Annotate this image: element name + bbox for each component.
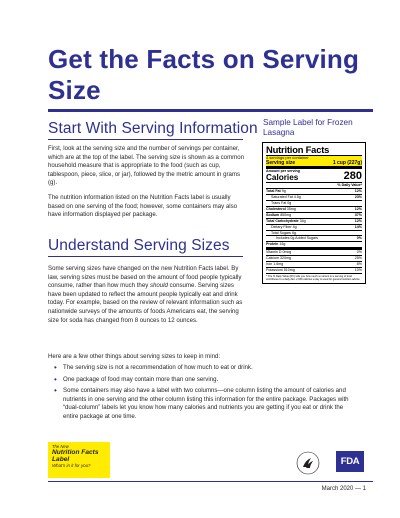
nutrient-name: [266, 213, 291, 218]
nutrient-daily-value: 0%: [356, 236, 362, 241]
nutrient-label: Protein: [266, 242, 279, 247]
nutrient-name: [266, 231, 296, 236]
nutrition-facts-label: [262, 142, 366, 284]
servings-highlight: [266, 156, 362, 166]
footer-divider: [48, 481, 373, 482]
page-footer: March 2020 — 1: [321, 486, 366, 492]
section-heading-serving-information: Start With Serving Information: [48, 120, 258, 137]
mineral-label: Calcium: [266, 256, 279, 261]
section1-body: [48, 145, 248, 226]
nutrient-label: Cholesterol: [266, 206, 286, 211]
section-divider: [48, 139, 243, 140]
nutrient-label: Sodium: [266, 212, 280, 217]
caption-text: Sample Label for Frozen Lasagna: [263, 118, 353, 137]
list-item: • The serving size is not a recommendation of how much to eat or drink.: [54, 364, 354, 373]
nutrient-label: Total Fat: [266, 189, 281, 194]
nutrient-amount: 0g: [287, 201, 292, 205]
fda-logo: FDA: [336, 451, 364, 472]
nutrient-amount: 6g: [291, 230, 296, 235]
mineral-daily-value: 8%: [356, 262, 362, 267]
nutrient-amount: 4g: [292, 224, 297, 229]
nutrient-daily-value: 12%: [354, 206, 362, 211]
logo-line: Nutrition Facts Label: [52, 449, 99, 463]
sample-label-caption: [263, 118, 373, 138]
nutrient-amount: 34g: [299, 218, 306, 223]
text-emphasis: should: [149, 282, 168, 290]
nutrient-name: [266, 189, 286, 194]
section-divider: [48, 256, 243, 257]
mineral-rows: [266, 250, 362, 273]
nutrient-amount: 15g: [279, 242, 286, 247]
paragraph: First, look at the serving size and the number of servings per container, which are at the top of the label. The serving size is shown as a common household measure that is appropriate to the food (such as cup, tablespoon, piece, slice, or jar), followed by the metric amount in grams (g).: [48, 145, 245, 187]
servings-per-container: 4 servings per container: [266, 155, 309, 160]
new-nutrition-facts-logo: [48, 442, 110, 478]
nutrient-amount: 35mg: [286, 206, 296, 211]
nutrient-rows: [266, 188, 362, 247]
mineral-amount: 510mg: [283, 267, 295, 272]
mineral-label: Potassium: [266, 267, 283, 272]
nutrient-daily-value: 37%: [354, 212, 362, 217]
mineral-daily-value: 0%: [356, 250, 362, 255]
label-footnote: * The % Daily Value (DV) tells you how much a nutrient in a serving of food contributes to a daily diet. 2,000 calories a day is used for general nutrition advice.: [266, 274, 361, 282]
list-item: • Some containers may also have a label with two columns—one column listing the amount of calories and nutrients in one serving and the other column listing this information for the entire package. Packages with “dual-column” labels let you know how many calories and nutrients you are getting if you eat or drink the entire package at one time.: [54, 387, 354, 421]
mineral-amount: 0mcg: [282, 250, 292, 255]
paragraph: [48, 265, 246, 325]
nutrient-amount: 4.5g: [293, 195, 301, 200]
nutrient-name: [266, 201, 291, 206]
nutrient-name: [266, 236, 318, 241]
mineral-name: [266, 256, 291, 261]
nutrient-daily-value: 12%: [354, 189, 362, 194]
nutrient-daily-value: 14%: [354, 224, 362, 229]
mineral-name: [266, 250, 291, 255]
nutrient-label: Saturated Fat: [271, 195, 293, 200]
logo-line: The New: [52, 444, 69, 449]
mineral-amount: 1.6mg: [273, 262, 284, 267]
nutrient-name: [266, 225, 297, 230]
title-divider: [48, 109, 373, 112]
list-intro: Here are a few other things about serving sizes to keep in mind:: [48, 353, 221, 360]
mineral-daily-value: 25%: [354, 256, 362, 261]
amount-per-serving: Amount per serving: [266, 169, 300, 174]
nutrient-name: [266, 195, 301, 200]
mineral-name: [266, 268, 295, 273]
nutrient-label: Total Carbohydrate: [266, 218, 299, 223]
nutrient-label: Total Sugars: [271, 230, 291, 235]
nutrient-name: [266, 207, 296, 212]
nutrient-amount: 850mg: [280, 212, 292, 217]
nutrient-name: [266, 219, 306, 224]
calories-value: 280: [343, 170, 362, 183]
section2-body: [48, 265, 246, 331]
paragraph: The nutrition information listed on the Nutrition Facts label is usually based on one serving of the food; however, some containers may also have information displayed per package.: [48, 193, 238, 219]
serving-size-value: 1 cup (227g): [332, 159, 362, 166]
logo-line: What’s in it for you?: [52, 463, 91, 468]
nutrient-name: [266, 242, 285, 247]
nutrient-label: Includes 0g Added Sugars: [276, 236, 318, 241]
list-item: • One package of food may contain more than one serving.: [54, 376, 354, 385]
mineral-name: [266, 262, 283, 267]
mineral-amount: 320mg: [279, 256, 291, 261]
nutrient-label: Dietary Fiber: [271, 224, 292, 229]
hhs-seal-icon: [296, 451, 320, 475]
mineral-label: Iron: [266, 262, 273, 267]
daily-value-header: % Daily Value*: [337, 183, 362, 188]
nutrient-daily-value: 12%: [354, 218, 362, 223]
nutrient-daily-value: 23%: [354, 195, 362, 200]
page-title: Get the Facts on Serving Size: [48, 44, 360, 105]
text-run: Some serving sizes have changed on the new Nutrition Facts label. By law, serving sizes must be based on the amount of food people typically consume, rather than how much they: [48, 265, 242, 290]
section-heading-understand-serving-sizes: Understand Serving Sizes: [48, 237, 230, 254]
calories-label: Calories: [266, 172, 299, 182]
mineral-label: Vitamin D: [266, 250, 282, 255]
bullet-list: [54, 364, 354, 425]
mineral-daily-value: 10%: [354, 267, 362, 272]
nutrient-label: Trans Fat: [271, 201, 287, 205]
nutrient-amount: 9g: [281, 189, 286, 194]
calories-row: [266, 169, 362, 182]
nutrition-facts-title: Nutrition Facts: [266, 144, 330, 155]
serving-size-label: Serving size: [266, 159, 296, 166]
text-run: consume. Serving sizes have been updated to reflect the amount people typically eat and drink today. For example, based on the review of relevant information such as nationwide surveys of the amounts of foods Americans eat, the serving size for soda has changed from 8 ounces to 12 ounces.: [48, 282, 243, 324]
